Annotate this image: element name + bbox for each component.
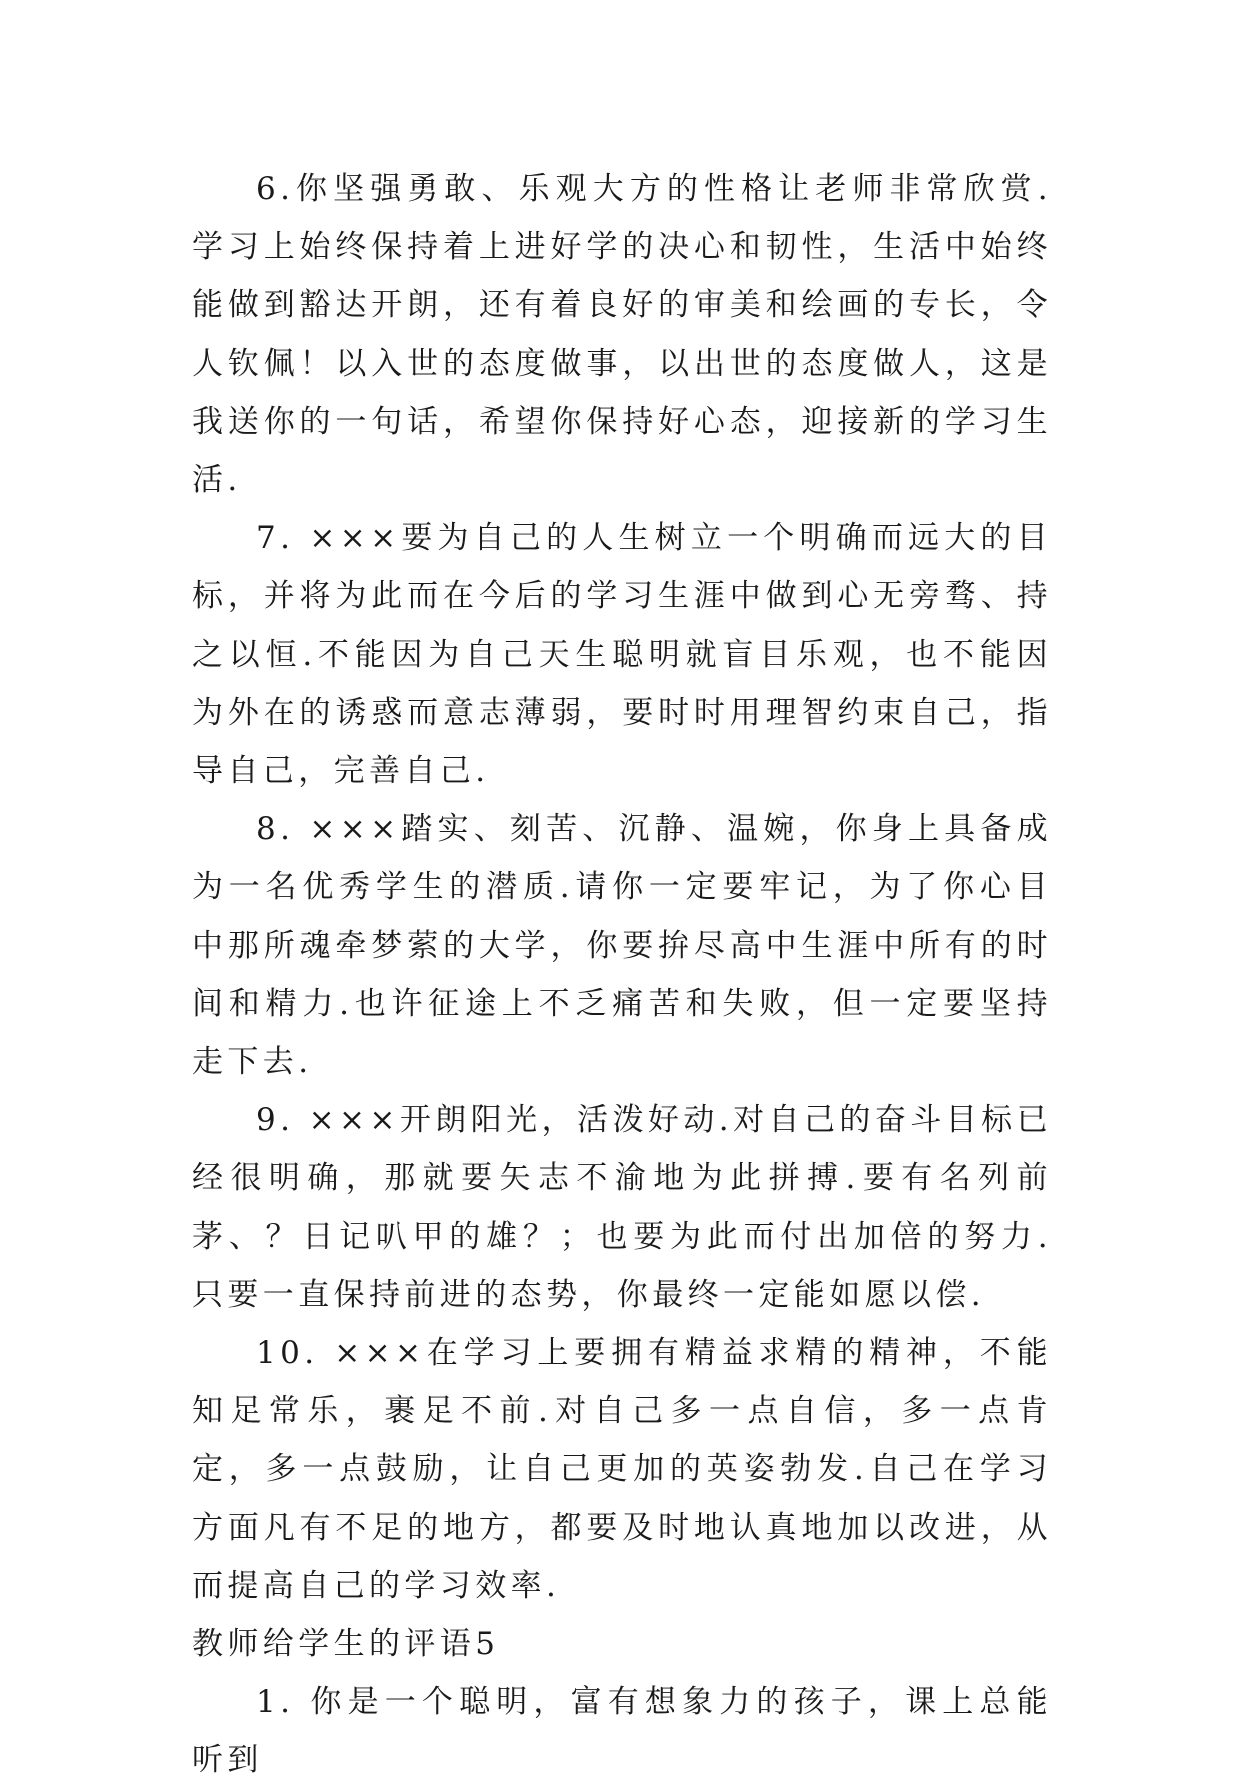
section-heading: 教师给学生的评语5	[192, 1626, 500, 1663]
document-body	[192, 160, 1052, 1790]
comment-paragraph-6: 6.你坚强勇敢、乐观大方的性格让老师非常欣赏.学习上始终保持着上进好学的决心和韧性，生活中始终能做到豁达开朗，还有着良好的审美和绘画的专长，令人钦佩！以入世的态度做事，以出世的态度做人，这是我送你的一句话，希望你保持好心态，迎接新的学习生活.	[192, 171, 1052, 499]
comment-paragraph-9: 9. ×××开朗阳光，活泼好动.对自己的奋斗目标已经很明确，那就要矢志不渝地为此拼搏.要有名列前茅、？日记叭甲的雄？；也要为此而付出加倍的努力.只要一直保持前进的态势，你最终一定能如愿以偿.	[192, 1102, 1052, 1313]
comment-paragraph-10: 10. ×××在学习上要拥有精益求精的精神，不能知足常乐，裹足不前.对自己多一点自信，多一点肯定，多一点鼓励，让自己更加的英姿勃发.自己在学习方面凡有不足的地方，都要及时地认真地加以改进，从而提高自己的学习效率.	[192, 1335, 1052, 1604]
comment-paragraph-7: 7. ×××要为自己的人生树立一个明确而远大的目标，并将为此而在今后的学习生涯中做到心无旁骛、持之以恒.不能因为自己天生聪明就盲目乐观，也不能因为外在的诱惑而意志薄弱，要时时用理智约束自己，指导自己，完善自己.	[192, 520, 1052, 790]
comment-paragraph-1: 1. 你是一个聪明，富有想象力的孩子，课上总能听到	[192, 1684, 1052, 1779]
comment-paragraph-8: 8. ×××踏实、刻苦、沉静、温婉，你身上具备成为一名优秀学生的潜质.请你一定要牢记，为了你心目中那所魂牵梦萦的大学，你要拚尽高中生涯中所有的时间和精力.也许征途上不乏痛苦和失败，但一定要坚持走下去.	[192, 811, 1052, 1081]
